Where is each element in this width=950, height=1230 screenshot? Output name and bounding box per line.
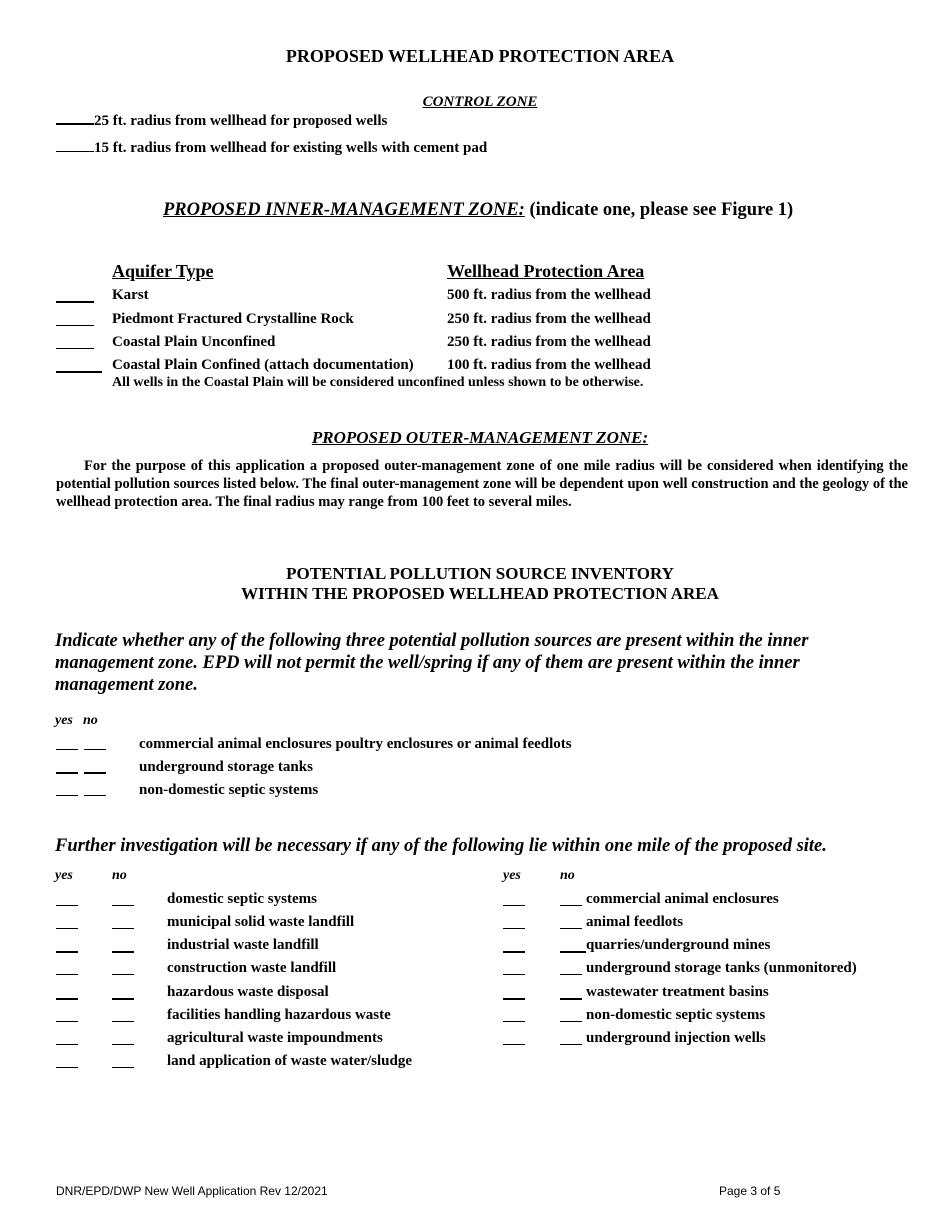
aquifer-type: Piedmont Fractured Crystalline Rock xyxy=(112,311,354,327)
inventory-heading-1: POTENTIAL POLLUTION SOURCE INVENTORY xyxy=(286,564,674,583)
no-label: no xyxy=(560,868,575,883)
no-blank[interactable] xyxy=(112,1009,134,1022)
yes-blank[interactable] xyxy=(56,1055,78,1068)
control-zone-heading: CONTROL ZONE xyxy=(422,94,538,110)
no-blank[interactable] xyxy=(84,737,106,750)
source-label: facilities handling hazardous waste xyxy=(167,1007,391,1023)
source-label: agricultural waste impoundments xyxy=(167,1030,383,1046)
no-blank[interactable] xyxy=(560,893,582,906)
source-label: commercial animal enclosures xyxy=(586,891,779,907)
answer-blank[interactable] xyxy=(56,336,94,349)
no-blank[interactable] xyxy=(112,893,134,906)
yes-blank[interactable] xyxy=(503,916,525,929)
no-blank[interactable] xyxy=(560,1032,582,1045)
no-blank[interactable] xyxy=(112,916,134,929)
no-blank[interactable] xyxy=(112,986,134,1000)
inner-source-label: commercial animal enclosures poultry enclosures or animal feedlots xyxy=(139,736,572,752)
no-blank[interactable] xyxy=(112,939,134,953)
source-label: non-domestic septic systems xyxy=(586,1007,766,1023)
answer-blank[interactable] xyxy=(56,289,94,303)
control-zone-option-15ft[interactable] xyxy=(56,139,487,157)
yes-label: yes xyxy=(503,868,521,883)
no-blank[interactable] xyxy=(560,962,582,975)
no-blank[interactable] xyxy=(560,1009,582,1022)
outer-zone-heading: PROPOSED OUTER-MANAGEMENT ZONE: xyxy=(311,428,649,447)
no-label: no xyxy=(112,868,127,883)
yes-blank[interactable] xyxy=(56,986,78,1000)
answer-blank[interactable] xyxy=(56,359,102,373)
answer-blank[interactable] xyxy=(56,313,94,326)
yes-blank[interactable] xyxy=(56,916,78,929)
source-label: construction waste landfill xyxy=(167,960,337,976)
no-blank[interactable] xyxy=(84,783,106,796)
source-label: wastewater treatment basins xyxy=(586,984,769,1000)
no-blank[interactable] xyxy=(560,986,582,1000)
footer-form-id: DNR/EPD/DWP New Well Application Rev 12/2021 xyxy=(56,1184,328,1198)
no-blank[interactable] xyxy=(84,760,106,774)
protection-area: 250 ft. radius from the wellhead xyxy=(447,311,651,327)
yes-blank[interactable] xyxy=(503,1009,525,1022)
no-label: no xyxy=(83,713,98,728)
source-label: industrial waste landfill xyxy=(167,937,319,953)
control-zone-option-25ft[interactable] xyxy=(56,111,387,130)
yes-blank[interactable] xyxy=(56,1032,78,1045)
yes-blank[interactable] xyxy=(503,1032,525,1045)
no-blank[interactable] xyxy=(560,939,586,953)
inner-zone-instruction: (indicate one, please see Figure 1) xyxy=(529,200,794,220)
inner-source-label: non-domestic septic systems xyxy=(139,782,319,798)
yes-blank[interactable] xyxy=(56,760,78,774)
yes-blank[interactable] xyxy=(56,962,78,975)
outer-zone-paragraph: For the purpose of this application a proposed outer-management zone of one mile radius will be considered when identifying the potential pollution sources listed below. The final outer-management zone will be dependent upon well construction and the geology of the wellhead protection area. The final radius may range from 100 feet to several miles. xyxy=(56,458,908,510)
inner-source-label: underground storage tanks xyxy=(139,759,313,775)
yes-blank[interactable] xyxy=(503,986,525,1000)
yes-blank[interactable] xyxy=(503,962,525,975)
inner-sources-instruction: Indicate whether any of the following three potential pollution sources are present within the inner management zone. EPD will not permit the well/spring if any of them are present within the inner management zone. xyxy=(55,631,809,695)
control-zone-option-label: 15 ft. radius from wellhead for existing wells with cement pad xyxy=(94,140,488,156)
source-label: municipal solid waste landfill xyxy=(167,914,355,930)
protection-area: 100 ft. radius from the wellhead xyxy=(447,357,651,373)
page-title: PROPOSED WELLHEAD PROTECTION AREA xyxy=(285,46,675,66)
yes-label: yes xyxy=(55,713,73,728)
yes-blank[interactable] xyxy=(56,939,78,953)
coastal-plain-note: All wells in the Coastal Plain will be considered unconfined unless shown to be otherwise. xyxy=(112,375,644,390)
no-blank[interactable] xyxy=(112,962,134,975)
yes-label: yes xyxy=(55,868,73,883)
no-blank[interactable] xyxy=(560,916,582,929)
inner-zone-heading-line xyxy=(163,200,793,221)
source-label: domestic septic systems xyxy=(167,891,317,907)
answer-blank[interactable] xyxy=(56,139,94,152)
source-label: underground storage tanks (unmonitored) xyxy=(586,960,857,976)
aquifer-type: Coastal Plain Unconfined xyxy=(112,334,276,350)
yes-blank[interactable] xyxy=(56,783,78,796)
wellhead-area-header: Wellhead Protection Area xyxy=(447,261,645,281)
aquifer-type-header: Aquifer Type xyxy=(112,261,214,281)
footer-page-number: Page 3 of 5 xyxy=(719,1184,781,1198)
source-label: land application of waste water/sludge xyxy=(167,1053,413,1069)
answer-blank[interactable] xyxy=(56,111,94,125)
yes-blank[interactable] xyxy=(56,737,78,750)
source-label: hazardous waste disposal xyxy=(167,984,329,1000)
yes-blank[interactable] xyxy=(503,893,525,906)
yes-blank[interactable] xyxy=(56,893,78,906)
protection-area: 500 ft. radius from the wellhead xyxy=(447,287,651,303)
protection-area: 250 ft. radius from the wellhead xyxy=(447,334,651,350)
yes-blank[interactable] xyxy=(503,939,525,953)
aquifer-type: Coastal Plain Confined (attach documentation) xyxy=(112,357,414,373)
no-blank[interactable] xyxy=(112,1055,134,1068)
no-blank[interactable] xyxy=(112,1032,134,1045)
further-investigation-instruction: Further investigation will be necessary if any of the following lie within one mile of the proposed site. xyxy=(55,836,827,856)
control-zone-option-label: 25 ft. radius from wellhead for proposed wells xyxy=(94,113,388,129)
source-label: underground injection wells xyxy=(586,1030,766,1046)
yes-blank[interactable] xyxy=(56,1009,78,1022)
source-label: animal feedlots xyxy=(586,914,684,930)
inner-zone-heading: PROPOSED INNER-MANAGEMENT ZONE: xyxy=(163,200,525,220)
aquifer-type: Karst xyxy=(112,287,149,303)
inventory-heading-2: WITHIN THE PROPOSED WELLHEAD PROTECTION AREA xyxy=(241,584,719,603)
source-label: quarries/underground mines xyxy=(586,937,771,953)
